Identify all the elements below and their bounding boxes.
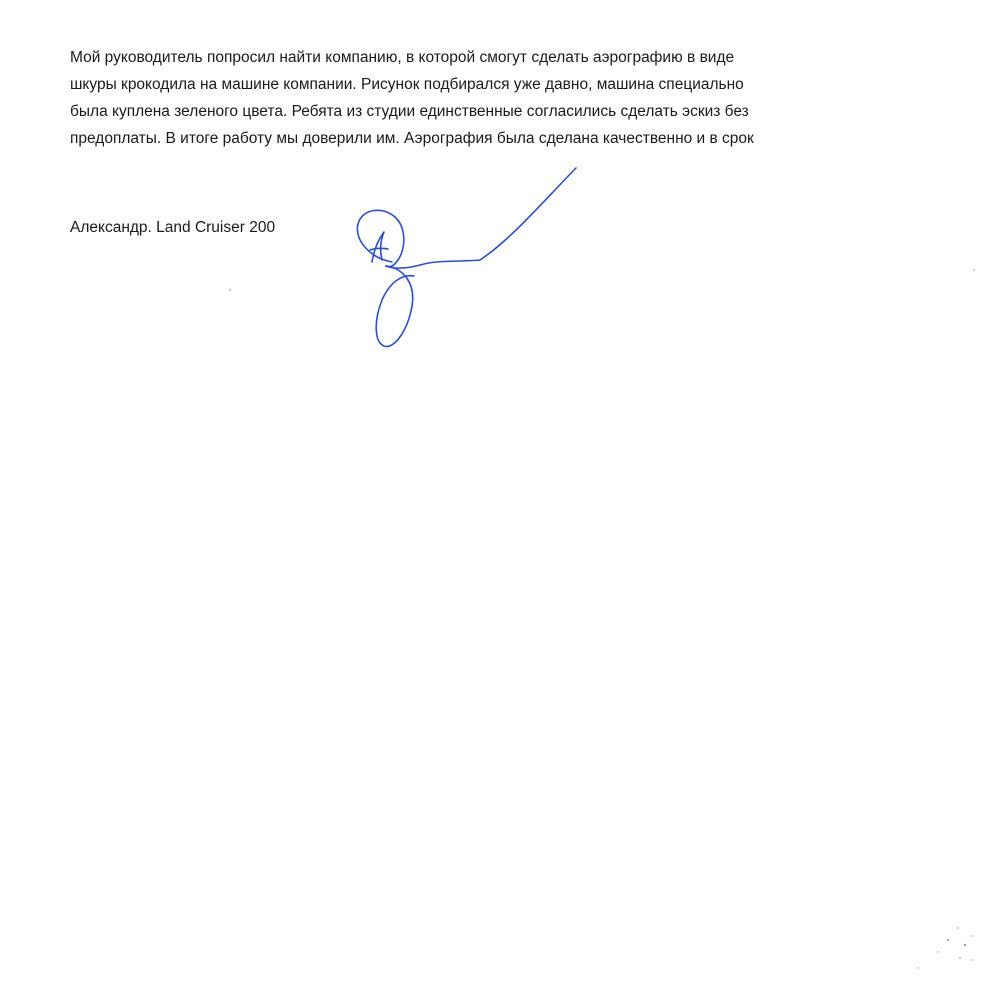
review-text-line: предоплаты. В итоге работу мы доверили им. Аэрография была сделана качественно и в срок <box>70 130 754 147</box>
review-text-line: была куплена зеленого цвета. Ребята из студии единственные согласились сделать эскиз без <box>70 103 749 120</box>
review-text <box>70 44 920 152</box>
signature-name: Александр. Land Cruiser 200 <box>70 219 276 236</box>
handwritten-signature <box>340 150 600 360</box>
review-text-line: Мой руководитель попросил найти компанию, в которой смогут сделать аэрографию в виде <box>70 49 735 66</box>
review-text-line: шкуры крокодила на машине компании. Рисунок подбирался уже давно, машина специально <box>70 76 744 93</box>
